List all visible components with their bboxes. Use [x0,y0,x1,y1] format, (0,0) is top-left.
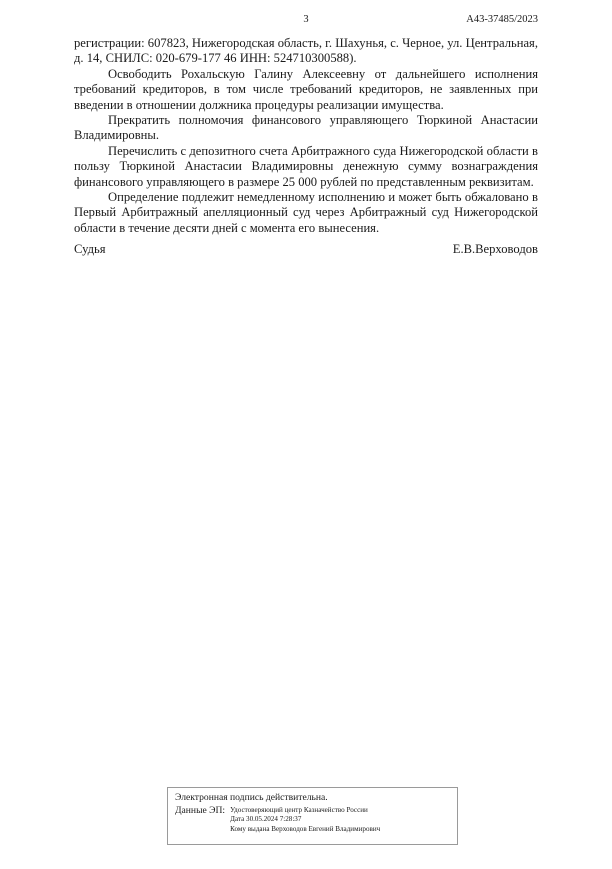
signature-block [74,241,538,257]
signature-name: Е.В.Верховодов [452,242,538,256]
paragraph-transfer-remuneration: Перечислить с депозитного счета Арбитражного суда Нижегородской области в пользу Тюркиной Анастасии Владимировны денежную сумму вознаграждения финансового управляющего в размере 25 000 рублей по представленным реквизитам. [74,143,538,189]
esignature-issued-to: Кому выдана Верховодов Евгений Владимирович [230,824,381,833]
esignature-values [230,805,450,834]
esignature-certificate-authority: Удостоверяющий центр Казначейство России [230,806,368,814]
paragraph-appeal-procedure: Определение подлежит немедленному исполнению и может быть обжаловано в Первый Арбитражный апелляционный суд через Арбитражный суд Нижегородской области в течение десяти дней с момента его вынесения. [74,190,538,235]
signature-role: Судья [74,242,106,256]
case-number: А43-37485/2023 [466,14,538,25]
paragraph-registration-details: регистрации: 607823, Нижегородская область, г. Шахунья, с. Черное, ул. Центральная, д. 14, СНИЛС: 020-679-177 46 ИНН: 524710300588). [74,36,538,66]
page-number: 3 [303,14,309,25]
electronic-signature-stamp [167,787,458,845]
document-body [74,36,538,236]
paragraph-terminate-manager-powers: Прекратить полномочия финансового управляющего Тюркиной Анастасии Владимировны. [74,113,538,143]
page-header [74,12,538,28]
esignature-date: Дата 30.05.2024 7:28:37 [230,815,302,824]
esignature-data-label: Данные ЭП: [175,805,226,816]
esignature-validity-text: Электронная подпись действительна. [175,792,328,803]
paragraph-release-from-obligations: Освободить Рохальскую Галину Алексеевну от дальнейшего исполнения требований кредиторов, в том числе требований кредиторов, не заявленных при введении в отношении должника процедуры реализации имущества. [74,66,538,112]
esignature-details [175,805,450,834]
